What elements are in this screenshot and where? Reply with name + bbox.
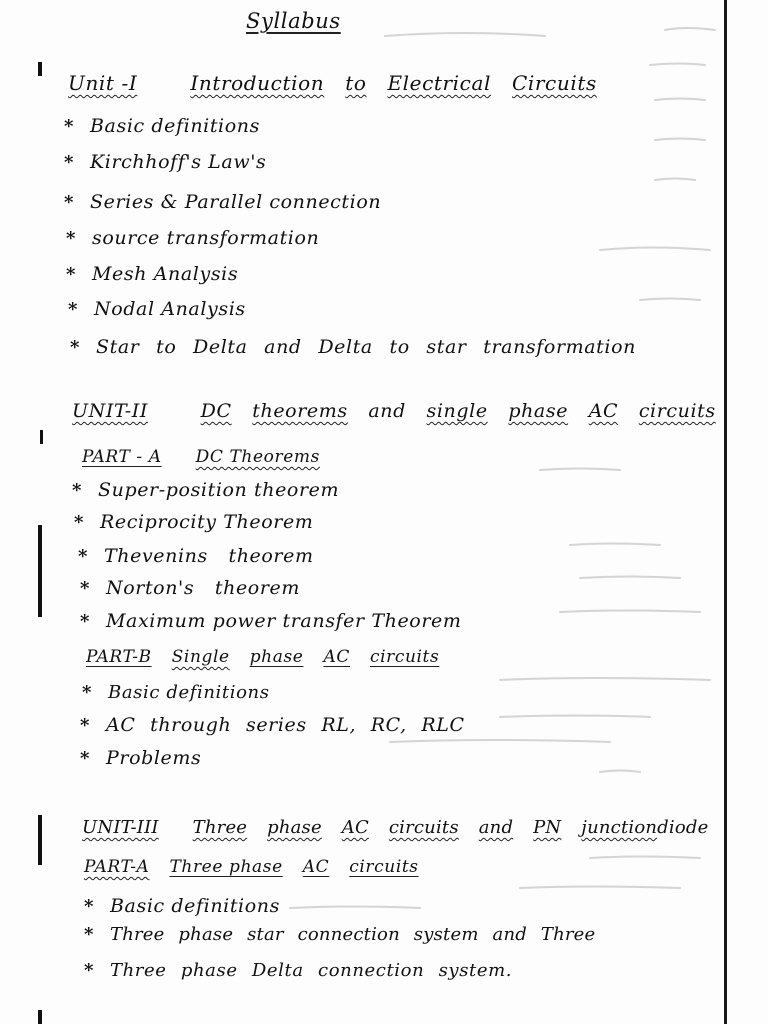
unit-2-heading-word: circuits <box>638 400 716 422</box>
part-heading-word: circuits <box>369 647 440 667</box>
bullet-star-icon: * <box>70 337 81 358</box>
list-item: * Star to Delta and Delta to star transformation <box>70 334 636 361</box>
list-item: * Mesh Analysis <box>66 261 238 288</box>
list-item: * Three phase star connection system and Three <box>84 922 595 948</box>
list-item: * Maximum power transfer Theorem <box>80 608 461 635</box>
part-heading-word: AC <box>323 647 350 667</box>
list-item: * Basic definitions <box>84 893 280 920</box>
unit-1-heading-word: Circuits <box>511 71 597 95</box>
unit-2-heading <box>72 398 716 424</box>
unit-2-heading-word: single <box>426 400 488 422</box>
margin-mark <box>38 525 42 617</box>
part-label: PART-A <box>84 857 150 877</box>
unit-3-heading-word: and <box>478 817 514 838</box>
unit-3-heading <box>82 815 708 841</box>
list-item: * Basic definitions <box>82 680 270 706</box>
unit-3-heading-word: PN <box>533 817 562 838</box>
unit-1-heading-word: Introduction <box>190 71 325 95</box>
unit-2-heading-word: theorems <box>252 400 348 422</box>
page-edge <box>724 0 727 1024</box>
unit-2-heading-word: phase <box>508 400 569 422</box>
list-item: * Series & Parallel connection <box>64 189 381 216</box>
unit-3-heading-word: junction <box>581 817 658 838</box>
list-item: * Kirchhoff's Law's <box>64 149 266 176</box>
part-heading-word: AC <box>302 857 330 877</box>
bullet-star-icon: * <box>80 748 91 769</box>
unit-3-label: UNIT-III <box>82 817 159 838</box>
bullet-star-icon: * <box>64 152 75 173</box>
list-item: * source transformation <box>66 225 319 252</box>
bullet-star-icon: * <box>82 682 93 703</box>
margin-mark <box>38 62 42 76</box>
bullet-star-icon: * <box>64 192 75 213</box>
unit-1-heading-word: Electrical <box>387 71 492 95</box>
list-item: * Thevenins theorem <box>78 543 314 570</box>
part-heading-word: circuits <box>349 857 419 877</box>
list-item: * Reciprocity Theorem <box>74 509 313 536</box>
unit-2-heading-word: AC <box>588 400 619 422</box>
bullet-star-icon: * <box>66 228 77 249</box>
bullet-star-icon: * <box>80 578 91 599</box>
list-item: * Super-position theorem <box>72 477 339 504</box>
unit-1-heading <box>68 70 597 96</box>
bullet-star-icon: * <box>84 896 95 917</box>
list-item: * Nodal Analysis <box>68 296 246 323</box>
bullet-star-icon: * <box>84 960 95 981</box>
bullet-star-icon: * <box>68 299 79 320</box>
list-item: * Norton's theorem <box>80 575 300 602</box>
unit-3-heading-word: diode <box>657 817 709 838</box>
part-heading-word: phase <box>249 647 304 667</box>
unit-3-heading-word: AC <box>341 817 369 838</box>
unit-3-heading-word: Three <box>192 817 248 838</box>
unit-2-heading-word: DC <box>200 400 232 422</box>
bullet-star-icon: * <box>64 116 75 137</box>
bullet-star-icon: * <box>74 512 85 533</box>
list-item: * Three phase Delta connection system. <box>84 958 512 984</box>
bullet-star-icon: * <box>80 611 91 632</box>
unit-2-heading-word: and <box>368 400 406 422</box>
unit-2-label: UNIT-II <box>72 400 148 422</box>
unit-1-heading-word: to <box>345 71 367 95</box>
bullet-star-icon: * <box>84 924 94 945</box>
bullet-star-icon: * <box>78 546 89 567</box>
unit-3-part-a-heading <box>84 854 419 880</box>
part-heading-word: Single <box>171 647 230 667</box>
margin-mark <box>38 1010 42 1024</box>
part-heading-word: Three phase <box>169 857 283 877</box>
list-item: * Basic definitions <box>64 113 260 140</box>
bullet-star-icon: * <box>66 264 77 285</box>
unit-3-heading-word: phase <box>267 817 322 838</box>
part-label: PART - A <box>82 447 162 467</box>
page-title: Syllabus <box>246 9 341 33</box>
bullet-star-icon: * <box>72 480 83 501</box>
margin-mark <box>40 430 43 444</box>
unit-2-part-b-heading <box>86 644 439 670</box>
unit-1-label: Unit -I <box>68 71 138 95</box>
part-heading: DC Theorems <box>195 447 320 467</box>
list-item: * Problems <box>80 745 201 772</box>
margin-mark <box>38 815 42 865</box>
list-item: * AC through series RL, RC, RLC <box>80 712 465 739</box>
unit-2-part-a-heading <box>82 444 320 470</box>
unit-3-heading-word: circuits <box>388 817 459 838</box>
part-label: PART-B <box>86 647 152 667</box>
bullet-star-icon: * <box>80 715 91 736</box>
